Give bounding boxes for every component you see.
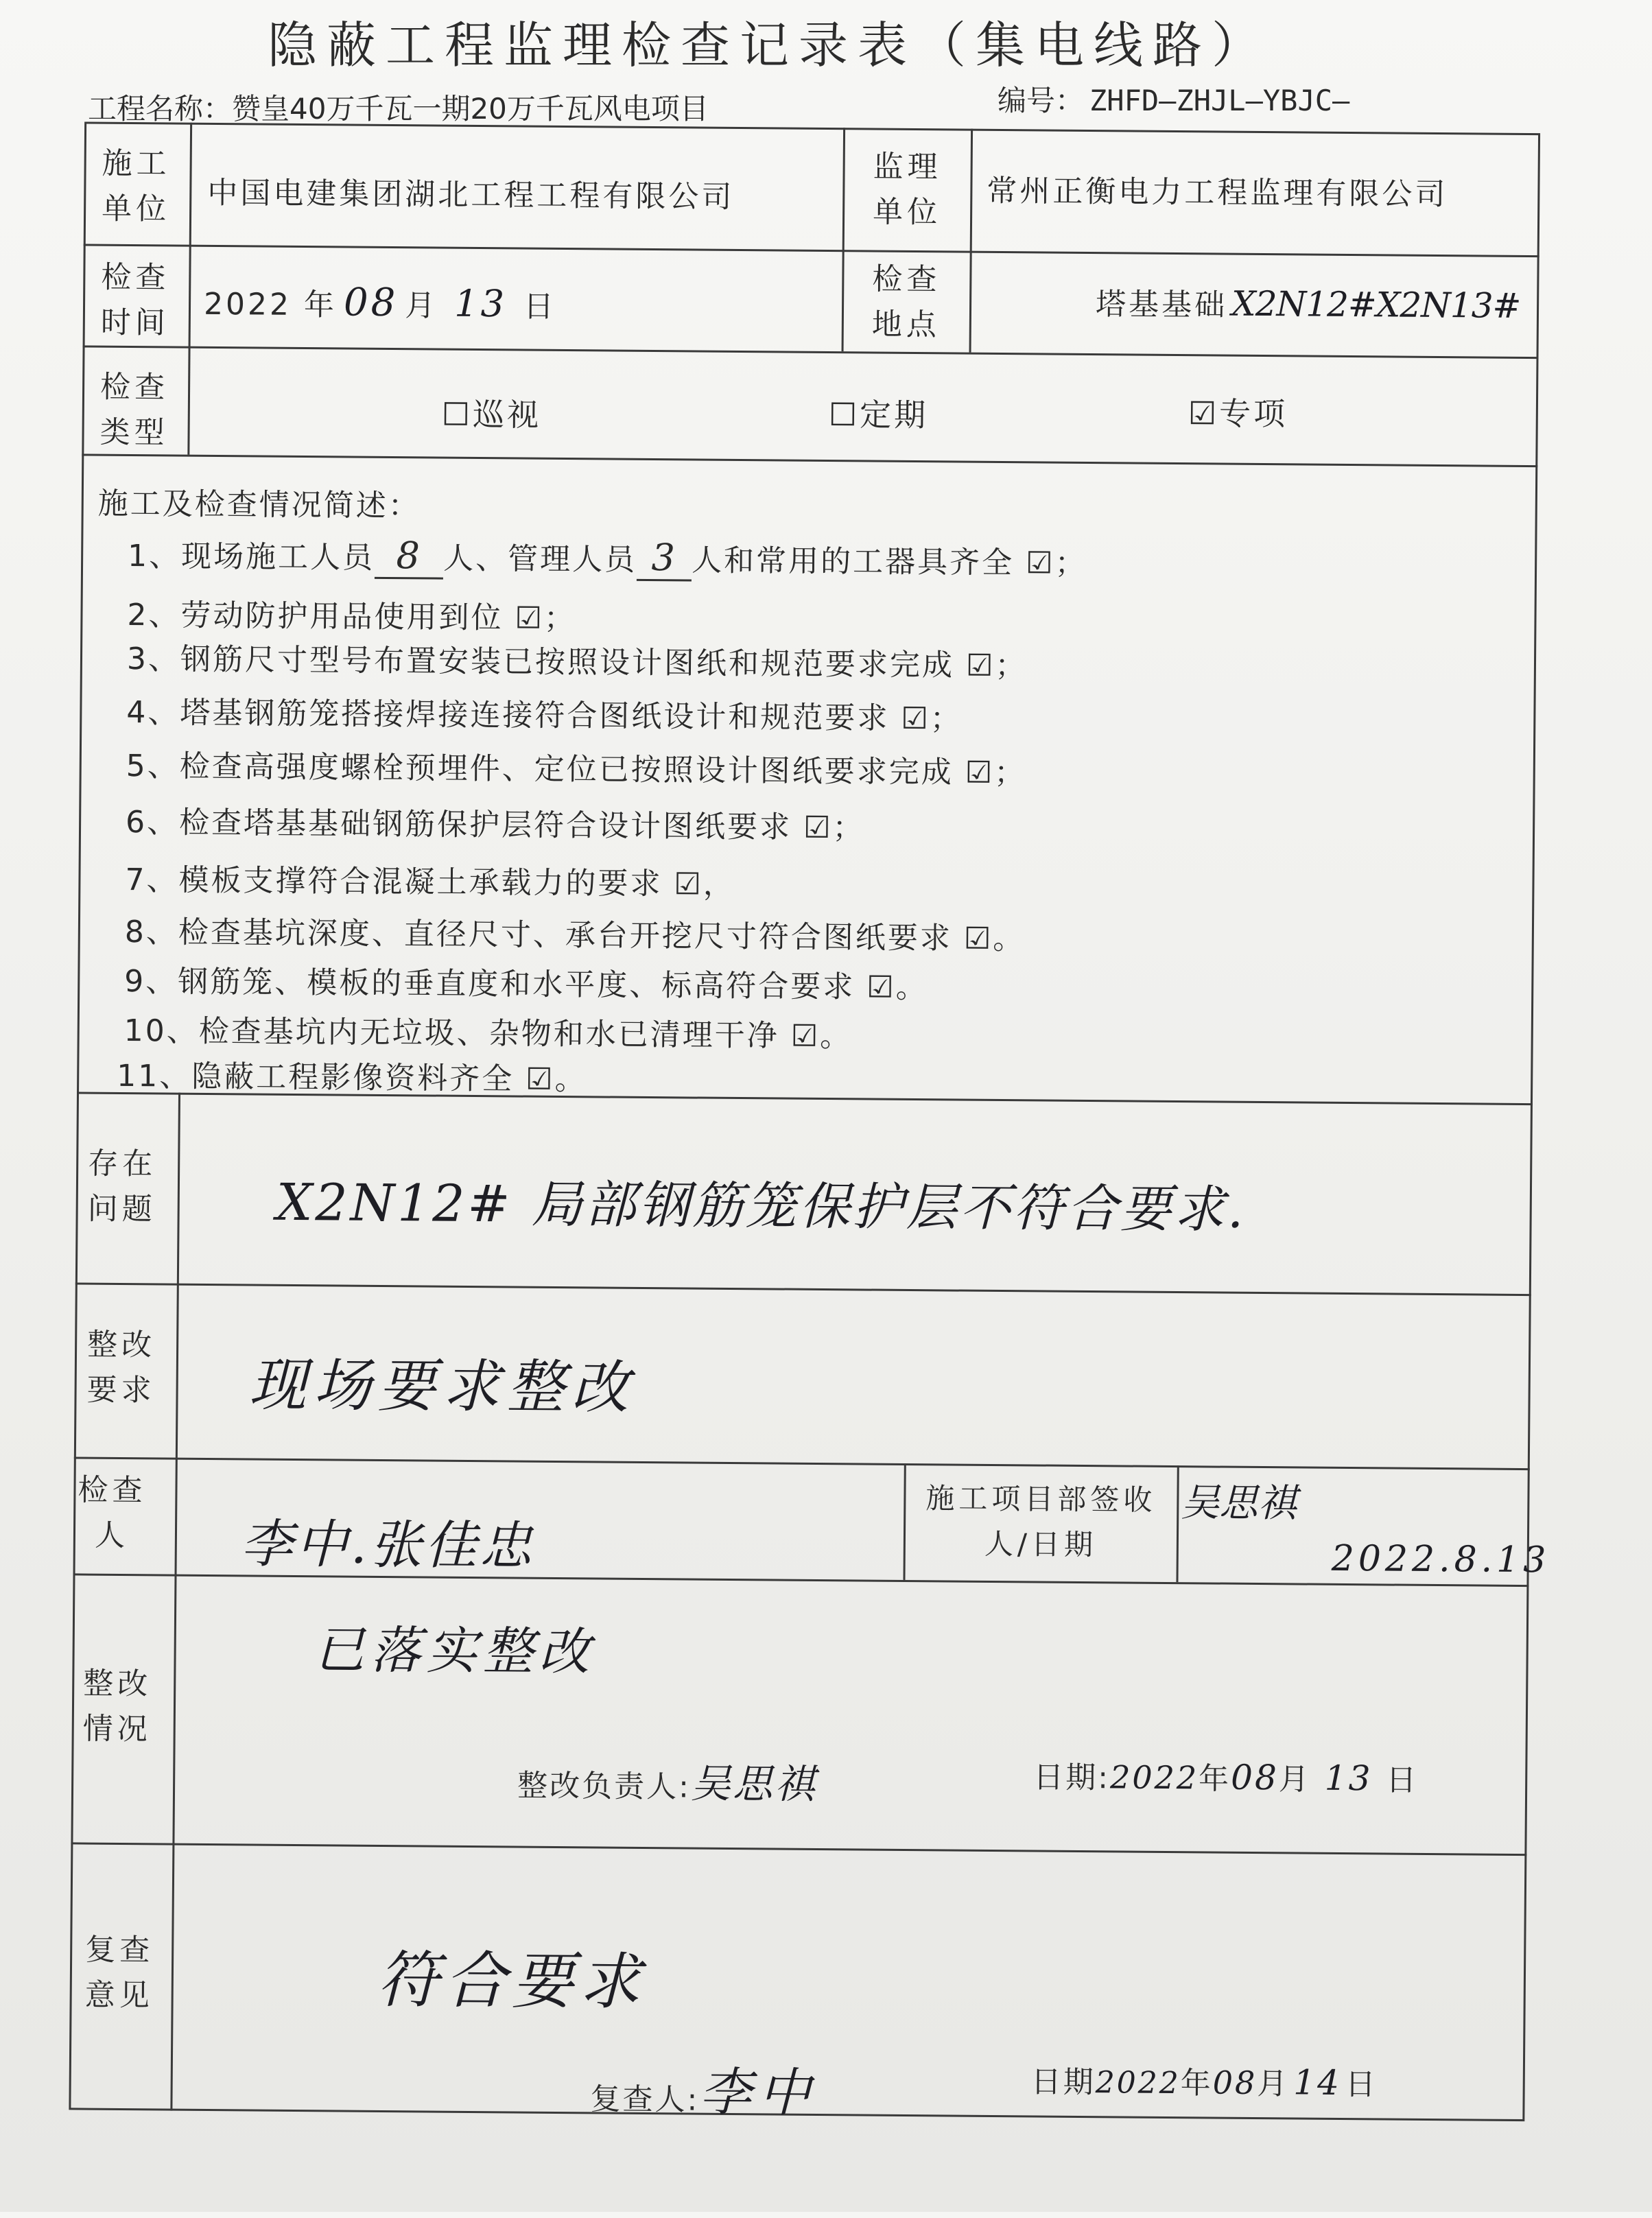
inspection-location-prefix: 塔基基础 [1095, 287, 1228, 323]
checkbox-empty-icon[interactable]: ☐ [828, 396, 860, 434]
summary-heading: 施工及检查情况简述： [97, 486, 421, 524]
signoff-label: 施工项目部签收人/日期 [925, 1481, 1157, 1562]
rectify-date-year: 2022 [1109, 1758, 1199, 1797]
checkbox-empty-icon[interactable]: ☐ [441, 395, 473, 433]
reviewer-label: 复查人: [590, 2081, 700, 2118]
reviewer-signature: 李中 [699, 2061, 818, 2123]
rectify-date-month-unit: 月 [1278, 1762, 1311, 1797]
inspection-time-value [204, 279, 556, 327]
form-frame [69, 121, 1540, 2121]
summary-item: 5、检查高强度螺栓预埋件、定位已按照设计图纸要求完成 ☑； [126, 748, 1027, 791]
checkbox-checked-icon[interactable]: ☑ [1188, 394, 1220, 432]
summary-item: 6、检查塔基基础钢筋保护层符合设计图纸要求 ☑； [125, 805, 865, 846]
inspection-type-label: 检查类型 [99, 369, 169, 451]
project-name-label: 工程名称： [88, 92, 233, 126]
rectify-date-day-unit: 日 [1386, 1762, 1419, 1798]
rectify-requirement-handwritten: 现场要求整改 [248, 1351, 637, 1421]
supervision-unit-value: 常州正衡电力工程监理有限公司 [987, 173, 1448, 213]
rectify-owner-label: 整改负责人: [517, 1768, 692, 1805]
inspection-day-unit: 日 [523, 289, 557, 325]
review-label: 复查意见 [84, 1932, 154, 2014]
inspection-type-patrol-label: 巡视 [472, 395, 542, 434]
reviewer-line [590, 2049, 818, 2126]
summary-item: 3、钢筋尺寸型号布置安装已按照设计图纸和规范要求完成 ☑； [126, 641, 1028, 684]
review-date-year: 2022 [1095, 2065, 1181, 2101]
inspection-type-periodic[interactable] [829, 390, 929, 436]
summary-item [128, 531, 1087, 585]
inspection-year: 2022 年 [203, 286, 338, 323]
problems-label: 存在问题 [87, 1146, 157, 1227]
inspection-month: 08 [343, 280, 399, 326]
inspection-location-value [1096, 279, 1521, 327]
review-handwritten: 符合要求 [377, 1944, 647, 2019]
summary-item: 7、模板支撑符合混凝土承载力的要求 ☑， [125, 862, 736, 902]
rectify-date-day: 13 [1324, 1758, 1373, 1799]
project-number-label: 编号： [998, 84, 1085, 117]
review-date-month: 08 [1212, 2064, 1258, 2102]
rectify-date-month: 08 [1230, 1757, 1279, 1798]
rectify-status-handwritten: 已落实整改 [314, 1620, 595, 1682]
inspector-signature: 李中.张佳忠 [240, 1513, 535, 1577]
summary-item1-part-a: 1、现场施工人员 [127, 539, 375, 576]
problems-handwritten: X2N12# 局部钢筋笼保护层不符合要求. [276, 1172, 1247, 1240]
review-date-day: 14 [1293, 2062, 1342, 2103]
summary-item1-part-c: 人和常用的工器具齐全 ☑； [691, 543, 1087, 581]
workers-count: 8 [375, 534, 444, 580]
summary-item: 11、隐蔽工程影像资料齐全 ☑。 [117, 1058, 587, 1098]
inspection-month-unit: 月 [405, 288, 438, 324]
review-date-year-unit: 年 [1180, 2066, 1213, 2101]
document-title: 隐蔽工程监理检查记录表（集电线路） [268, 16, 1271, 74]
summary-item: 8、检查基坑深度、直径尺寸、承台开挖尺寸符合图纸要求 ☑。 [124, 914, 1026, 957]
rectify-date-year-unit: 年 [1198, 1761, 1231, 1797]
project-number: ZHFD—ZHJL—YBJC— [1089, 84, 1350, 117]
rectify-owner-line [517, 1750, 816, 1810]
supervision-unit-label: 监理单位 [872, 149, 942, 231]
managers-count: 3 [637, 536, 692, 582]
inspection-type-patrol[interactable] [442, 390, 542, 436]
summary-item: 4、塔基钢筋笼搭接焊接连接符合图纸设计和规范要求 ☑； [126, 695, 963, 737]
rectify-date-line [1033, 1752, 1419, 1799]
inspection-type-special[interactable] [1188, 388, 1288, 434]
rectify-status-label: 整改情况 [82, 1666, 152, 1747]
rectify-date-label: 日期: [1033, 1760, 1111, 1796]
review-date-line [1031, 2057, 1378, 2103]
rectify-requirement-label: 整改要求 [86, 1327, 156, 1408]
review-date-month-unit: 月 [1257, 2066, 1290, 2102]
review-date-label: 日期 [1030, 2064, 1096, 2101]
project-name: 赞皇40万千瓦一期20万千瓦风电项目 [232, 92, 709, 126]
signoff-date: 2022.8.13 [1331, 1537, 1550, 1581]
inspection-type-special-label: 专项 [1218, 394, 1288, 433]
signoff-name: 吴思祺 [1181, 1480, 1297, 1526]
summary-item: 2、劳动防护用品使用到位 ☑； [127, 598, 577, 637]
summary-item: 10、检查基坑内无垃圾、杂物和水已清理干净 ☑。 [123, 1013, 853, 1054]
rectify-owner-signature: 吴思祺 [690, 1760, 817, 1808]
inspection-location-label: 检查地点 [871, 261, 941, 343]
construction-unit-value: 中国电建集团湖北工程工程有限公司 [207, 175, 735, 215]
inspector-label: 检查人 [78, 1472, 147, 1554]
construction-unit-label: 施工单位 [101, 145, 171, 227]
inspection-type-periodic-label: 定期 [859, 396, 929, 434]
inspection-day: 13 [454, 281, 508, 326]
inspection-location-handwritten: X2N12#X2N13# [1231, 283, 1521, 326]
review-date-day-unit: 日 [1345, 2067, 1378, 2103]
summary-item1-part-b: 人、管理人员 [442, 541, 637, 578]
summary-item: 9、钢筋笼、模板的垂直度和水平度、标高符合要求 ☑。 [124, 963, 928, 1006]
inspection-time-label: 检查时间 [100, 259, 170, 341]
